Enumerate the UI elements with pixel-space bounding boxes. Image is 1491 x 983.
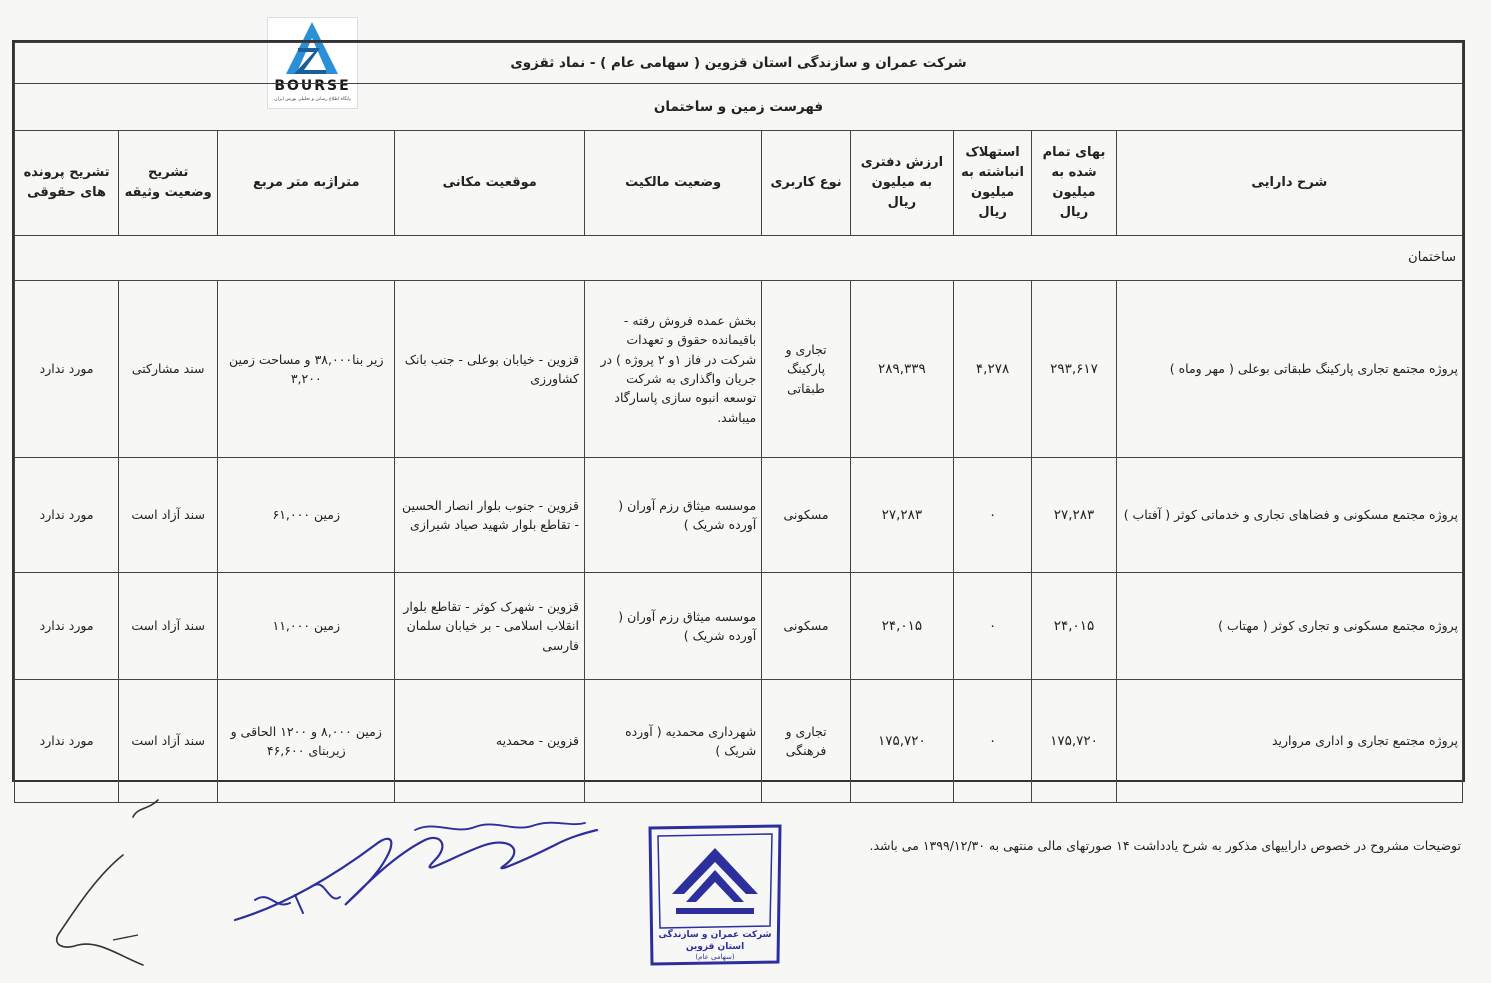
cell-location: قزوین - خیابان بوعلی - جنب بانک کشاورزی xyxy=(395,281,585,458)
cell-total-cost: ۲۴,۰۱۵ xyxy=(1032,573,1117,680)
cell-usage: تجاری و پارکینگ طبقاتی xyxy=(762,281,851,458)
col-total-cost: بهای تمام شده به میلیون ریال xyxy=(1032,131,1117,236)
cell-book-value: ۲۸۹,۳۳۹ xyxy=(850,281,953,458)
cell-location: قزوین - محمدیه xyxy=(395,680,585,803)
table-row xyxy=(15,458,1463,573)
stamp-text xyxy=(652,930,778,962)
section-label: ساختمان xyxy=(15,236,1463,281)
company-stamp xyxy=(646,822,784,967)
col-legal: تشریح پرونده های حقوقی xyxy=(15,131,119,236)
logo-brand-text: BOURSE xyxy=(274,78,351,94)
cell-collateral: سند آزاد است xyxy=(119,573,218,680)
table-header xyxy=(15,131,1463,236)
signature-secondary xyxy=(38,795,178,975)
col-area: متراژبه متر مربع xyxy=(218,131,395,236)
cell-legal: مورد ندارد xyxy=(15,458,119,573)
cell-usage: تجاری و فرهنگی xyxy=(762,680,851,803)
cell-collateral: سند آزاد است xyxy=(119,458,218,573)
cell-ownership: موسسه میثاق رزم آوران ( آورده شریک ) xyxy=(585,458,762,573)
stamp-line1: شرکت عمران و سازندگی xyxy=(658,930,772,940)
table-row xyxy=(15,281,1463,458)
stamp-line3: (سهامی عام) xyxy=(695,953,735,962)
cell-total-cost: ۱۷۵,۷۲۰ xyxy=(1032,680,1117,803)
cell-book-value: ۲۷,۲۸۳ xyxy=(850,458,953,573)
cell-book-value: ۱۷۵,۷۲۰ xyxy=(850,680,953,803)
table-row xyxy=(15,680,1463,803)
cell-location: قزوین - شهرک کوثر - تقاطع بلوار انقلاب اسلامی - بر خیابان سلمان فارسی xyxy=(395,573,585,680)
cell-ownership: موسسه میثاق رزم آوران ( آورده شریک ) xyxy=(585,573,762,680)
col-collateral: تشریح وضعیت وثیقه xyxy=(119,131,218,236)
cell-depreciation: ۰ xyxy=(953,680,1031,803)
cell-ownership: بخش عمده فروش رفته - باقیمانده حقوق و تعهدات شرکت در فاز ۱و ۲ پروژه ) در جریان واگذاری به شرکت توسعه انبوه سازی پاسارگاد میباشد. xyxy=(585,281,762,458)
cell-area: زمین ۸,۰۰۰ و ۱۲۰۰ الحاقی و زیربنای ۴۶,۶۰۰ xyxy=(218,680,395,803)
col-location: موقعیت مکانی xyxy=(395,131,585,236)
cell-area: زیر بنا۳۸,۰۰۰ و مساحت زمین ۳,۲۰۰ xyxy=(218,281,395,458)
asset-table-sheet xyxy=(12,40,1465,782)
page-subtitle: فهرست زمین و ساختمان xyxy=(15,84,1463,131)
cell-depreciation: ۰ xyxy=(953,458,1031,573)
cell-legal: مورد ندارد xyxy=(15,573,119,680)
table-row xyxy=(15,573,1463,680)
col-depreciation: استهلاک انباشته به میلیون ریال xyxy=(953,131,1031,236)
logo-tagline: پایگاه اطلاع رسانی و تحلیلی بورس ایران xyxy=(274,97,351,102)
cell-total-cost: ۲۷,۲۸۳ xyxy=(1032,458,1117,573)
cell-location: قزوین - جنوب بلوار انصار الحسین - تقاطع بلوار شهید صیاد شیرازی xyxy=(395,458,585,573)
col-usage: نوع کاربری xyxy=(762,131,851,236)
cell-legal: مورد ندارد xyxy=(15,680,119,803)
cell-description: پروژه مجتمع تجاری و اداری مروارید xyxy=(1116,680,1462,803)
cell-depreciation: ۰ xyxy=(953,573,1031,680)
cell-usage: مسکونی xyxy=(762,458,851,573)
page-title: شرکت عمران و سازندگی استان قزوین ( سهامی عام ) - نماد ثقزوی xyxy=(15,43,1463,84)
cell-collateral: سند مشارکتی xyxy=(119,281,218,458)
col-description: شرح دارایی xyxy=(1116,131,1462,236)
cell-area: زمین ۶۱,۰۰۰ xyxy=(218,458,395,573)
col-book-value: ارزش دفتری به میلیون ریال xyxy=(850,131,953,236)
cell-area: زمین ۱۱,۰۰۰ xyxy=(218,573,395,680)
cell-description: پروژه مجتمع مسکونی و تجاری کوثر ( مهتاب ) xyxy=(1116,573,1462,680)
cell-ownership: شهرداری محمدیه ( آورده شریک ) xyxy=(585,680,762,803)
signature-main xyxy=(225,815,605,930)
cell-book-value: ۲۴,۰۱۵ xyxy=(850,573,953,680)
stamp-line2: استان قزوین xyxy=(685,941,745,952)
footnote: توضیحات مشروح در خصوص داراییهای مذکور به شرح یادداشت ۱۴ صورتهای مالی منتهی به ۱۳۹۹/۱۲/۳۰ می باشد. xyxy=(869,838,1461,853)
land-building-table xyxy=(14,42,1463,803)
cell-depreciation: ۴,۲۷۸ xyxy=(953,281,1031,458)
cell-total-cost: ۲۹۳,۶۱۷ xyxy=(1032,281,1117,458)
cell-description: پروژه مجتمع مسکونی و فضاهای تجاری و خدماتی کوثر ( آفتاب ) xyxy=(1116,458,1462,573)
col-ownership: وضعیت مالکیت xyxy=(585,131,762,236)
cell-collateral: سند آزاد است xyxy=(119,680,218,803)
cell-description: پروژه مجتمع تجاری پارکینگ طبقاتی بوعلی ( مهر وماه ) xyxy=(1116,281,1462,458)
cell-usage: مسکونی xyxy=(762,573,851,680)
cell-legal: مورد ندارد xyxy=(15,281,119,458)
